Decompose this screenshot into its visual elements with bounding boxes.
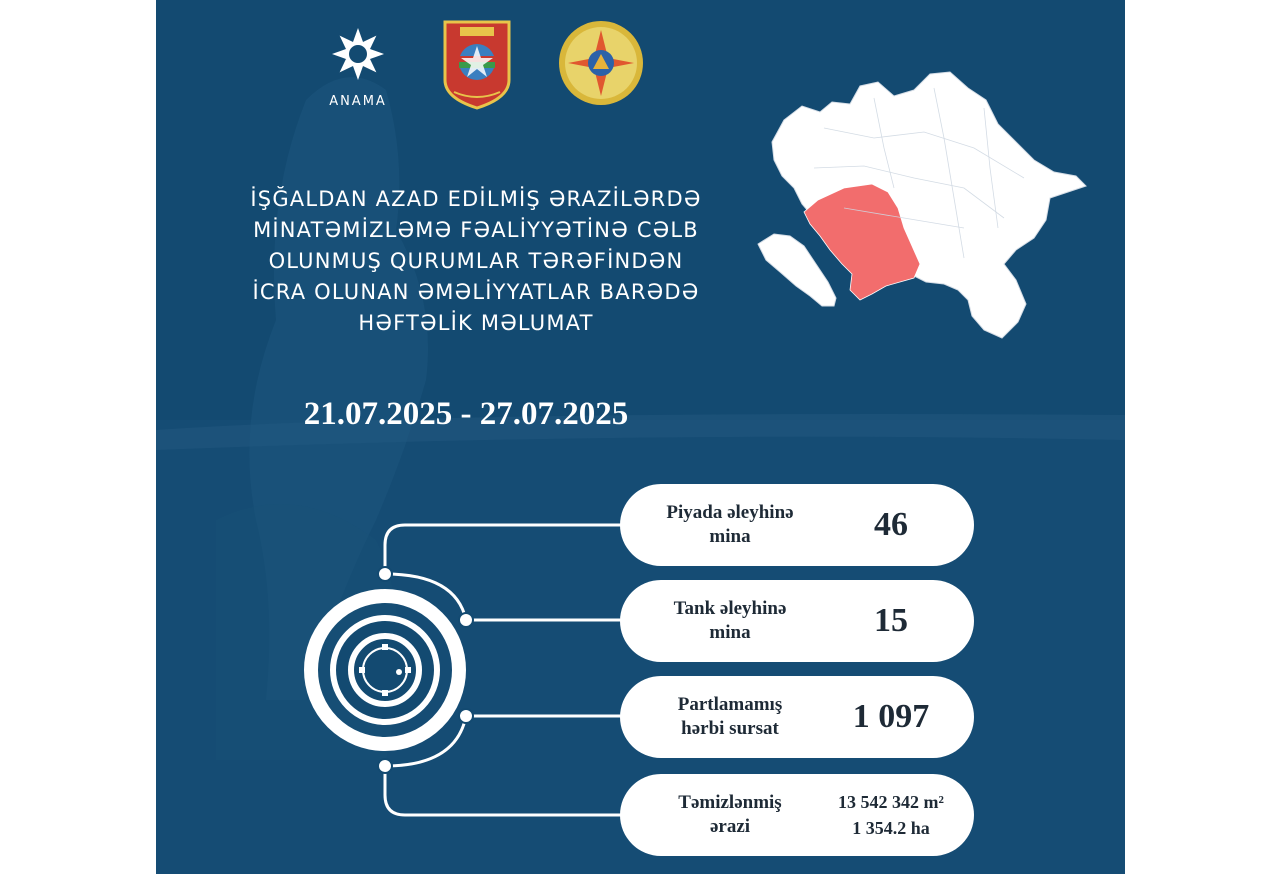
stat-label-line1: Təmizlənmiş	[678, 792, 782, 813]
infographic-poster	[156, 0, 1125, 874]
stat-label	[640, 484, 820, 566]
title-line-1: İŞĞALDAN AZAD EDİLMİŞ ƏRAZİLƏRDƏ	[250, 187, 702, 211]
stat-unexploded-ordnance	[620, 676, 974, 758]
landmine-icon	[311, 596, 459, 744]
title-line-3: OLUNMUŞ QURUMLAR TƏRƏFİNDƏN	[268, 249, 684, 273]
stat-value: 1 097	[852, 698, 930, 735]
stat-cleared-area	[620, 774, 974, 856]
stat-value-group	[816, 774, 966, 856]
title-line-2: MİNATƏMİZLƏMƏ FƏALİYYƏTİNƏ CƏLB	[253, 218, 699, 242]
anama-logo	[316, 16, 400, 116]
stat-label-line2: hərbi sursat	[681, 718, 779, 739]
stat-label	[640, 580, 820, 662]
stat-label-line1: Piyada əleyhinə	[666, 502, 794, 523]
stat-label-line2: mina	[709, 622, 751, 643]
stat-label	[640, 676, 820, 758]
stat-value-ha: 1 354.2 ha	[852, 818, 930, 838]
map-exclave	[758, 234, 836, 306]
anama-logo-text: ANAMA	[329, 94, 387, 109]
stat-label-line2: mina	[709, 526, 751, 547]
date-range: 21.07.2025 - 27.07.2025	[303, 396, 629, 432]
stat-label-line1: Partlamamış	[677, 694, 783, 715]
azerbaijan-map	[754, 68, 1094, 346]
stat-value: 15	[874, 602, 908, 639]
stat-antitank-mines	[620, 580, 974, 662]
title-line-5: HƏFTƏLİK MƏLUMAT	[358, 311, 594, 335]
stat-label-line2: ərazi	[709, 816, 751, 837]
stat-value: 46	[874, 506, 908, 543]
mod-shield-icon	[442, 18, 512, 110]
ministry-of-defence-emblem	[442, 18, 512, 110]
emergency-ministry-emblem	[556, 18, 646, 108]
emergency-emblem-icon	[556, 18, 646, 108]
page-title	[196, 184, 756, 339]
stat-label-line1: Tank əleyhinə	[673, 598, 787, 619]
stat-antipersonnel-mines	[620, 484, 974, 566]
stat-label	[640, 774, 820, 856]
stat-value-m2: 13 542 342 m²	[838, 792, 944, 812]
title-line-4: İCRA OLUNAN ƏMƏLİYYATLAR BARƏDƏ	[252, 280, 700, 304]
